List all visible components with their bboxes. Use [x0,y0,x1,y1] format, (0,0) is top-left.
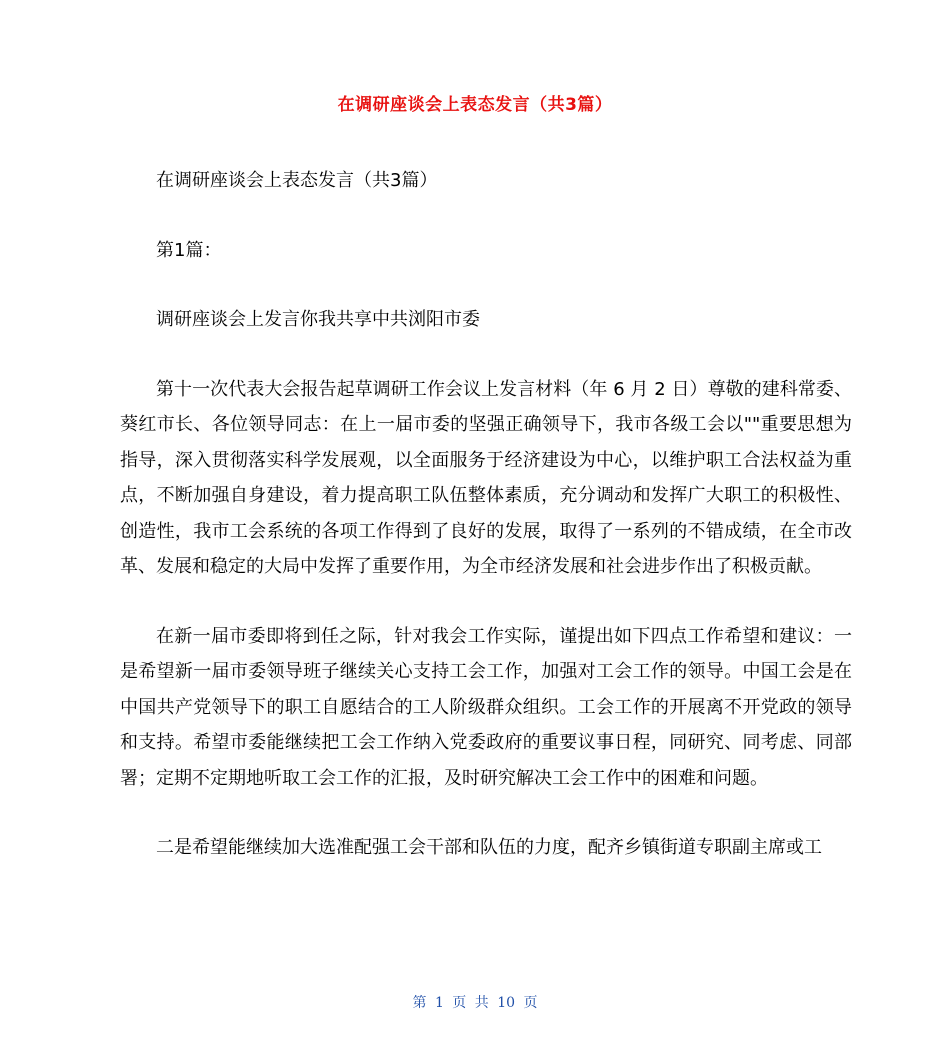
paragraph: 调研座谈会上发言你我共享中共浏阳市委 [156,309,480,330]
page-number: 第 1 页 共 10 页 [412,995,538,1011]
paragraph: 第1篇： [156,239,222,261]
paragraph: 在调研座谈会上表态发言（共3篇） [156,170,438,191]
paragraph: 二是希望能继续加大选准配强工会干部和队伍的力度，配齐乡镇街道专职副主席或工 [156,837,822,858]
paragraph: 在新一届市委即将到任之际，针对我会工作实际，谨提出如下四点工作希望和建议：一是希望新一届市委领导班子继续关心支持工会工作，加强对工会工作的领导。中国工会是在中国共产党领导下的职工自愿结合的工人阶级群众组织。工会工作的开展离不开党政的领导和支持。希望市委能继续把工会工作纳入党委政府的重要议事日程，同研究、同考虑、同部署；定期不定期地听取工会工作的汇报，及时研究解决工会工作中的困难和问题。 [120,625,852,789]
paragraph: 第十一次代表大会报告起草调研工作会议上发言材料（年 6 月 2 日）尊敬的建科常委、葵红市长、各位领导同志：在上一届市委的坚强正确领导下，我市各级工会以""重要思想为指导，深入贯彻落实科学发展观，以全面服务于经济建设为中心，以维护职工合法权益为重点，不断加强自身建设，着力提高职工队伍整体素质，充分调动和发挥广大职工的积极性、创造性，我市工会系统的各项工作得到了良好的发展，取得了一系列的不错成绩，在全市改革、发展和稳定的大局中发挥了重要作用，为全市经济发展和社会进步作出了积极贡献。 [120,378,852,577]
document-body [120,163,852,866]
document-title: 在调研座谈会上表态发言（共3篇） [337,95,613,115]
